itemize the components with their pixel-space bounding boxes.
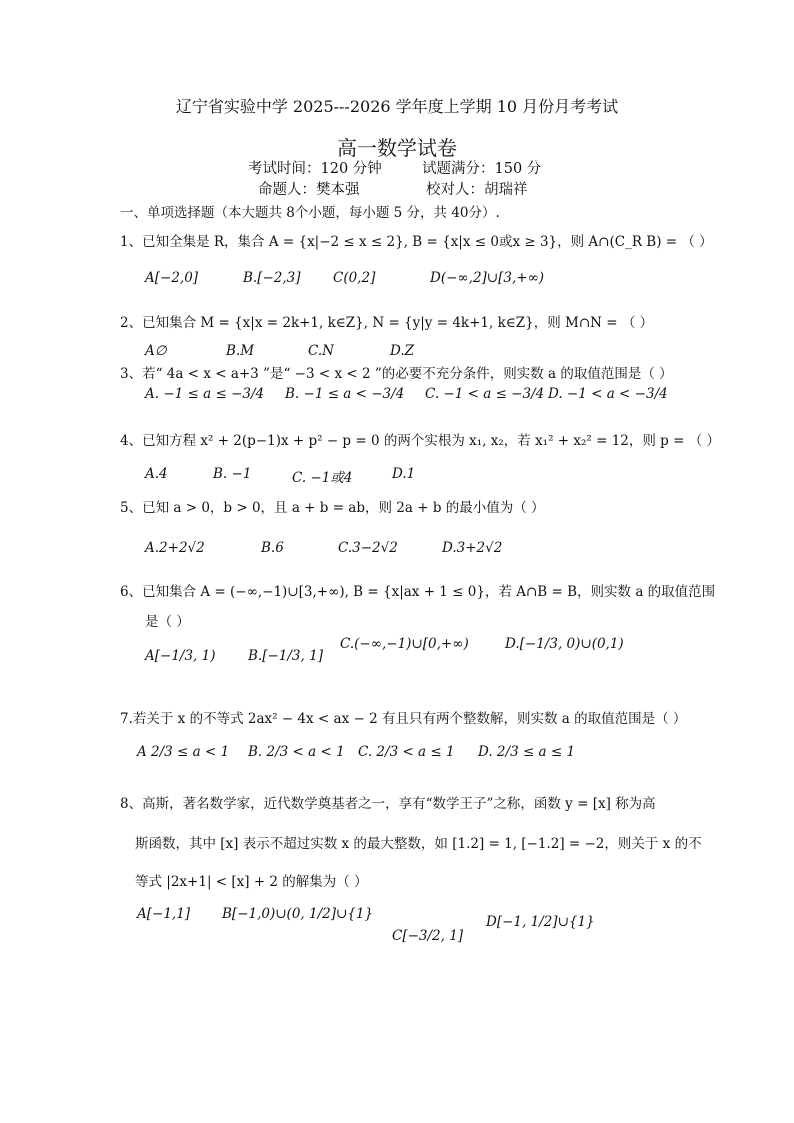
option-d: D(−∞,2]∪[3,+∞) [430, 270, 545, 286]
question-stem: 1、已知全集是 R，集合 A = {x|−2 ≤ x ≤ 2}, B = {x|x ≤ 0或x ≥ 3}，则 A∩(C_R B) = （ ） [120, 234, 713, 250]
option-c: C.N [308, 343, 334, 359]
question-stem: 8、高斯，著名数学家，近代数学奠基者之一，享有“数学王子”之称，函数 y = [x] 称为高 [120, 796, 656, 812]
option-b: B.[−1/3, 1] [248, 648, 323, 664]
question-stem-continued: 等式 |2x+1| < [x] + 2 的解集为（ ） [135, 874, 368, 890]
option-d: D.[−1/3, 0)∪(0,1) [505, 636, 624, 652]
option-b: B. −1 [213, 466, 252, 482]
option-c: C(0,2] [333, 270, 376, 286]
option-d: D[−1, 1/2]∪{1} [486, 914, 595, 930]
question-stem-continued: 是（ ） [145, 614, 190, 630]
option-a: A. −1 ≤ a ≤ −3/4 [145, 386, 265, 402]
option-c: C. −1 < a ≤ −3/4 [425, 386, 545, 402]
option-c: C.(−∞,−1)∪[0,+∞) [340, 636, 469, 652]
paper-title: 高一数学试卷 [337, 136, 457, 160]
option-c: C.3−2√2 [338, 540, 398, 556]
option-a: A[−2,0] [145, 270, 199, 286]
option-b: B.M [226, 343, 255, 359]
option-c: C. 2/3 < a ≤ 1 [358, 744, 455, 760]
option-d: D.3+2√2 [442, 540, 503, 556]
exam-time: 考试时间：120 分钟 [248, 161, 382, 177]
option-b: B. −1 ≤ a < −3/4 [285, 386, 405, 402]
question-stem: 4、已知方程 x² + 2(p−1)x + p² − p = 0 的两个实根为 x₁, x₂，若 x₁² + x₂² = 12，则 p = （ ） [120, 433, 721, 449]
option-d: D.1 [392, 466, 416, 482]
question-stem-continued: 斯函数，其中 [x] 表示不超过实数 x 的最大整数，如 [1.2] = 1, [−1.2] = −2，则关于 x 的不 [135, 836, 702, 852]
option-a: A 2/3 ≤ a < 1 [137, 744, 230, 760]
question-stem: 7.若关于 x 的不等式 2ax² − 4x < ax − 2 有且只有两个整数解，则实数 a 的取值范围是（ ） [120, 711, 687, 727]
option-a: A[−1/3, 1) [145, 648, 216, 664]
option-a: A∅ [145, 343, 167, 359]
author: 命题人：樊本强 [258, 182, 360, 198]
option-a: A[−1,1] [137, 906, 191, 922]
option-b: B.[−2,3] [243, 270, 301, 286]
option-b: B[−1,0)∪(0, 1/2]∪{1} [222, 906, 374, 922]
question-stem: 3、若“ 4a < x < a+3 ”是“ −3 < x < 2 ”的必要不充分条件，则实数 a 的取值范围是（ ） [120, 366, 673, 382]
option-a: A.4 [145, 466, 168, 482]
option-d: D.Z [390, 343, 415, 359]
option-c: C[−3/2, 1] [392, 928, 464, 944]
full-score: 试题满分：150 分 [422, 161, 542, 177]
option-b: B.6 [261, 540, 284, 556]
option-c: C. −1或4 [292, 470, 353, 486]
option-d: D. −1 < a < −3/4 [548, 386, 668, 402]
option-d: D. 2/3 ≤ a ≤ 1 [478, 744, 576, 760]
option-a: A.2+2√2 [145, 540, 205, 556]
proofreader: 校对人：胡瑞祥 [426, 182, 528, 198]
school-line: 辽宁省实验中学 2025---2026 学年度上学期 10 月份月考考试 [175, 97, 619, 116]
option-b: B. 2/3 < a < 1 [248, 744, 345, 760]
question-stem: 5、已知 a > 0，b > 0，且 a + b = ab，则 2a + b 的最小值为（ ） [120, 500, 545, 516]
section-heading: 一、单项选择题（本大题共 8个小题，每小题 5 分，共 40分）. [120, 205, 500, 221]
question-stem: 6、已知集合 A = (−∞,−1)∪[3,+∞), B = {x|ax + 1 ≤ 0}，若 A∩B = B，则实数 a 的取值范围 [120, 584, 716, 600]
question-stem: 2、已知集合 M = {x|x = 2k+1, k∈Z}, N = {y|y = 4k+1, k∈Z}，则 M∩N = （ ） [120, 315, 654, 331]
